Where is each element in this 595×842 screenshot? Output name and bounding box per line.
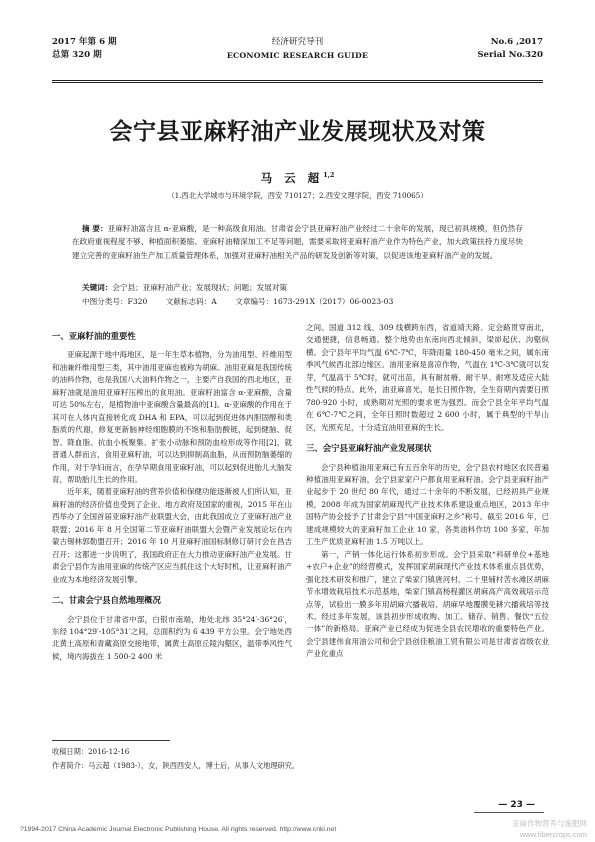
author-affil-marker: 1,2 (323, 171, 335, 180)
header-rule-top (52, 80, 543, 81)
affiliation: （1.西北大学城市与环境学院，西安 710127；2.西安文理学院，西安 710065） (167, 191, 428, 200)
paragraph: 近年来，随着亚麻籽油的营养价值和保健功能逐渐被人们所认知，亚麻籽油的经济价值也受到了企业、地方政府及国家的重视，2015 年在山西举办了全国首届亚麻籽油产业联盟大会，由此我国成立了亚麻籽油产业联盟；2016 年 8 月全国第二节亚麻籽油联盟大会暨产业发展论坛在内蒙古锡林郭勒盟召开；2016 年 10 月亚麻籽油国标制修订研讨会在昌吉召开；这都进一步说明了，我国政府正在大力推动亚麻籽油产业发展。甘肃会宁县作为油用亚麻的传统产区应当抓住这个大好时机，让亚麻籽油产业成为本地经济发展引擎。 (52, 487, 292, 584)
serial-number: 总第 320 期 (52, 50, 102, 60)
journal-header (52, 36, 543, 78)
article-number: 文章编号：1673-291X（2017）06-0023-03 (235, 297, 394, 306)
abstract (72, 222, 523, 262)
section-heading-3: 三、会宁县亚麻籽油产业发展现状 (306, 443, 432, 454)
footnote (52, 745, 302, 773)
paragraph: 亚麻起源于地中海地区，是一年生草本植物，分为油用型、纤维用型和油兼纤维用型三类，其中油用亚麻也被称为胡麻。油用亚麻是我国传统的油料作物，也是我国八大油料作物之一，主要产自我国的西北地区，亚麻籽油就是油用亚麻籽压榨出的食用油。亚麻籽油富含 α-亚麻酸，含量可达 50%左右，是植物油中亚麻酸含量最高的[1]。α-亚麻酸的作用在于其可在人体内直接转化成 DHA 和 EPA，可以起到促进体内胆固醇和类脂质的代谢，修复更新脑神经细胞膜的不饱和脂肪酸链，起到健脑、促智、降血脂、抗血小板聚集、扩张小动脉和预防血栓形成等作用[2]，就普通人群而言，食用亚麻籽油，可以达到抑制高血脂，从而预防脑萎缩的作用，对于孕妇而言，在孕早期食用亚麻籽油，可以起到促进胎儿大脑发育，帮助胎儿生长的作用。 (52, 350, 292, 484)
received-date: 收稿日期：2016-12-16 (52, 747, 130, 756)
document-code: 文献标志码：A (165, 297, 217, 306)
keywords (82, 281, 523, 294)
body-column-right (306, 322, 549, 661)
body-column-left (52, 322, 292, 663)
page-number: — 23 — (498, 800, 535, 810)
page-number-rule (474, 812, 544, 813)
header-rule-bottom (52, 82, 543, 83)
watermark-cn: 亚麻作物营养与施肥网 (512, 819, 587, 828)
footnote-rule (52, 740, 170, 741)
author-name: 马 云 超 (260, 171, 324, 185)
serial-number-en: Serial No.320 (477, 50, 543, 60)
paragraph: 会宁县种植油用亚麻已有五百余年的历史，会宁县农村地区农民普遍种植油用亚麻籽油，会宁县家家户户都食用亚麻籽油。会宁县亚麻籽油产业起步于 20 世纪 80 年代，通过二十余年的不断发展，已经初具产业规模，2008 年成为国家胡麻现代产业技术体系建设重点地区，2013 年中国特产协会授予了甘肃会宁县“中国亚麻籽之乡”称号。截至 2016 年，已建成规模较大的亚麻籽加工企业 10 家，各类油料作坊 100 多家，年加工生产优质亚麻籽油 1.5 万吨以上。 (306, 462, 549, 547)
paragraph-continued: 之间。国道 312 线、309 线横跨东西，省道靖天路、定会路贯穿南北，交通便捷，信息畅通。整个地势由东南向西北倾斜，梁峁起伏、沟壑纵横。会宁县年平均气温 6℃-7℃，年降雨量 180-450 毫米之间，属东南季风气候西北部边缘区。油用亚麻是喜凉作物，气温在 1℃-3℃就可以发芽，气温高于 5℃时，就可出苗，具有耐贫瘠、耐干旱、耐寒及适应大陆性气候的特点。此外，油亚麻喜光，是长日照作物，全生育期内需要日照 780-920 小时，成熟期对光照的要求更为强烈。而会宁县全年平均气温在 6℃-7℃之间，全年日照时数超过 2 600 小时，属于典型的干旱山区，光照充足，十分适宜油用亚麻的生长。 (306, 323, 549, 432)
clc-number: 中图分类号：F320 (82, 297, 148, 306)
section-heading-2: 二、甘肃会宁县自然地理概况 (52, 595, 161, 606)
journal-name (52, 36, 543, 62)
issue-number-en: No.6 ,2017 (490, 37, 543, 47)
abstract-label: 摘 要： (82, 224, 108, 233)
keywords-text: 会宁县；亚麻籽油产业；发展现状；问题；发展对策 (112, 283, 288, 292)
journal-name-en: ECONOMIC RESEARCH GUIDE (226, 51, 369, 60)
classification-line (82, 295, 535, 308)
section-heading-1: 一、亚麻籽油的重要性 (52, 331, 136, 341)
journal-name-cn: 经济研究导刊 (271, 37, 324, 47)
keywords-label: 关键词： (82, 283, 113, 292)
author-line (0, 170, 595, 186)
paragraph: 第一，产销一体化运行体系初步形成。会宁县采取“科研单位+基地+农户+企业”的经营模式，发挥国家胡麻现代产业技术体系重点县优势，强化技术研发和推广，建立了柴家门镇唐河村、二十里铺村苦水滩区胡麻节水增效栽培技术示范基地，柴家门镇高杨程灌区胡麻高产高效栽培示范点等，试验出一膜多年用胡麻穴播栽培、胡麻早地覆膜免耕穴播栽培等技术。经过多年发展，该县初步形成收购、加工、储存、销售、餐饮“五位一体”的新格局。亚麻产业已经成为促进全县农民增收的重要特色产业。会宁县建伟食用油公司和会宁县创佳粮油工贸有限公司是甘肃省省级农业产业化重点 (306, 549, 549, 659)
watermark-url: www.fibercrops.com (519, 830, 587, 839)
author-bio: 作者简介：马云超（1983-），女，陕西西安人，博士后，从事人文地理研究。 (52, 761, 300, 770)
watermark (512, 818, 587, 840)
issue-info-en (477, 36, 543, 62)
issue-number: 2017 年第 6 期 (52, 37, 117, 47)
paragraph: 会宁县位于甘肃省中部，白银市南端，地处北纬 35°24′-36°26′，东经 104°29′-105°31′之间，总面积约为 6 439 平方公里。会宁地处西北黄土高原和青藏高原交接地带，属黄土高原丘陵沟壑区，温带季风性气候，境内海拔在 1 500-2 400 米 (52, 614, 292, 661)
abstract-text: 亚麻籽油富含且 α-亚麻酸，是一种高级食用油。甘肃省会宁县亚麻籽油产业经过二十余年的发展，现已初具规模，但仍然存在政府重视程度不够、种植面积萎缩、亚麻籽油精深加工不足等问题，需要采取将亚麻籽油产业作为特色产业，加大政策扶持力度尽快建立完善的亚麻籽油生产加工质量管理体系，加强对亚麻籽油相关产品的研发及创新等对策，以促进该地亚麻籽油产业的发展。 (72, 224, 523, 260)
article-title: 会宁县亚麻籽油产业发展现状及对策 (109, 118, 486, 145)
copyright-footer: ?1994-2017 China Academic Journal Electronic Publishing House. All rights reserved. http://www.cnki.net (20, 826, 337, 833)
